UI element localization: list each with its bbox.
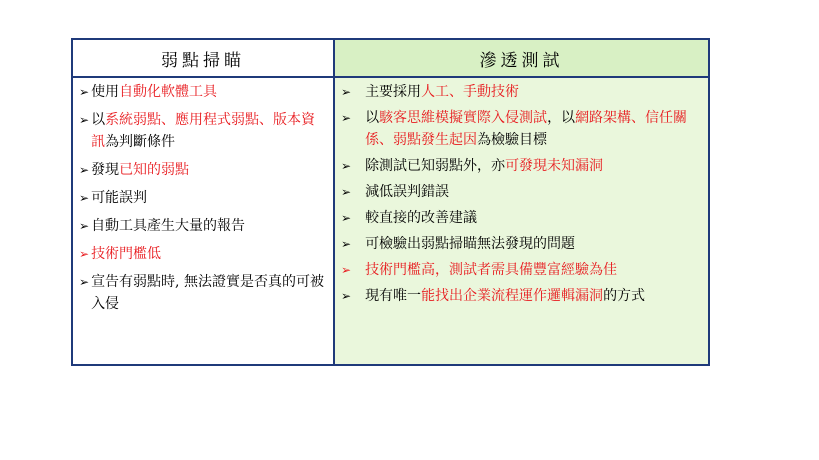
pentest-item: [341, 285, 702, 307]
highlighted-text: 人工、手動技術: [421, 84, 520, 100]
bullet-arrow-icon: ➢: [341, 111, 352, 125]
plain-text: 減低誤判錯誤: [365, 184, 450, 200]
plain-text: 的方式: [603, 288, 646, 304]
scan-item: [79, 187, 327, 209]
vulnerability-scan-list: [73, 78, 333, 315]
plain-text: 可能誤判: [91, 190, 148, 206]
comparison-table: [71, 38, 710, 366]
plain-text: 以: [91, 112, 106, 128]
scan-item: [79, 271, 327, 315]
scan-item-text: [91, 271, 327, 315]
pentest-item-text: [365, 107, 702, 151]
highlighted-text: 技術門檻高，測試者需具備豐富經驗為佳: [365, 262, 618, 278]
bullet-arrow-icon: ➢: [341, 263, 352, 277]
plain-text: 較直接的改善建議: [365, 210, 478, 226]
pentest-item-text: [365, 233, 702, 255]
bullet-arrow-icon: ➢: [79, 275, 90, 289]
penetration-test-header: 滲透測試: [335, 40, 708, 78]
bullet-arrow-icon: ➢: [79, 163, 90, 177]
highlighted-text: 已知的弱點: [119, 162, 190, 178]
scan-item: [79, 81, 327, 103]
vulnerability-scan-column: [73, 40, 335, 364]
scan-item: [79, 159, 327, 181]
scan-item: [79, 109, 327, 153]
pentest-item: [341, 107, 702, 151]
plain-text: 以: [365, 110, 380, 126]
plain-text: 為檢驗目標: [477, 132, 548, 148]
pentest-item: [341, 259, 702, 281]
highlighted-text: 駭客思維模擬實際入侵測試: [379, 110, 548, 126]
scan-item-text: [91, 81, 327, 103]
scan-item-text: [91, 109, 327, 153]
scan-item-text: [91, 159, 327, 181]
bullet-arrow-icon: ➢: [341, 237, 352, 251]
bullet-arrow-icon: ➢: [341, 85, 352, 99]
pentest-item-text: [365, 181, 702, 203]
plain-text: 可檢驗出弱點掃瞄無法發現的問題: [365, 236, 576, 252]
bullet-arrow-icon: ➢: [79, 219, 90, 233]
highlighted-text: 技術門檻低: [91, 246, 162, 262]
bullet-arrow-icon: ➢: [341, 289, 352, 303]
plain-text: 主要採用: [365, 84, 422, 100]
pentest-item-text: [365, 259, 702, 281]
bullet-arrow-icon: ➢: [79, 85, 90, 99]
pentest-item-text: [365, 285, 702, 307]
scan-item-text: [91, 243, 327, 265]
pentest-item: [341, 207, 702, 229]
plain-text: 為判斷條件: [105, 134, 176, 150]
bullet-arrow-icon: ➢: [341, 185, 352, 199]
bullet-arrow-icon: ➢: [79, 113, 90, 127]
bullet-arrow-icon: ➢: [79, 191, 90, 205]
plain-text: 發現: [91, 162, 120, 178]
penetration-test-column: [335, 40, 708, 364]
pentest-item-text: [365, 207, 702, 229]
vulnerability-scan-header: 弱點掃瞄: [73, 40, 333, 78]
bullet-arrow-icon: ➢: [341, 159, 352, 173]
bullet-arrow-icon: ➢: [79, 247, 90, 261]
scan-item: [79, 215, 327, 237]
scan-item: [79, 243, 327, 265]
pentest-item-text: [365, 155, 702, 177]
plain-text: 使用: [91, 84, 120, 100]
plain-text: 除測試已知弱點外，亦: [365, 158, 506, 174]
penetration-test-list: [335, 78, 708, 307]
pentest-item: [341, 181, 702, 203]
pentest-item-text: [365, 81, 702, 103]
highlighted-text: 系統弱點、應用程式弱點、版本資訊: [91, 112, 316, 150]
plain-text: 自動工具產生大量的報告: [91, 218, 246, 234]
bullet-arrow-icon: ➢: [341, 211, 352, 225]
highlighted-text: 可發現未知漏洞: [505, 158, 604, 174]
pentest-item: [341, 155, 702, 177]
plain-text: 現有唯一: [365, 288, 422, 304]
scan-item-text: [91, 215, 327, 237]
plain-text: ，以: [547, 110, 576, 126]
highlighted-text: 能找出企業流程運作邏輯漏洞: [421, 288, 604, 304]
pentest-item: [341, 81, 702, 103]
plain-text: 宣告有弱點時, 無法證實是否真的可被入侵: [91, 274, 324, 312]
highlighted-text: 自動化軟體工具: [119, 84, 218, 100]
highlighted-text: 網路架構、信任關係、弱點發生起因: [365, 110, 688, 148]
pentest-item: [341, 233, 702, 255]
scan-item-text: [91, 187, 327, 209]
